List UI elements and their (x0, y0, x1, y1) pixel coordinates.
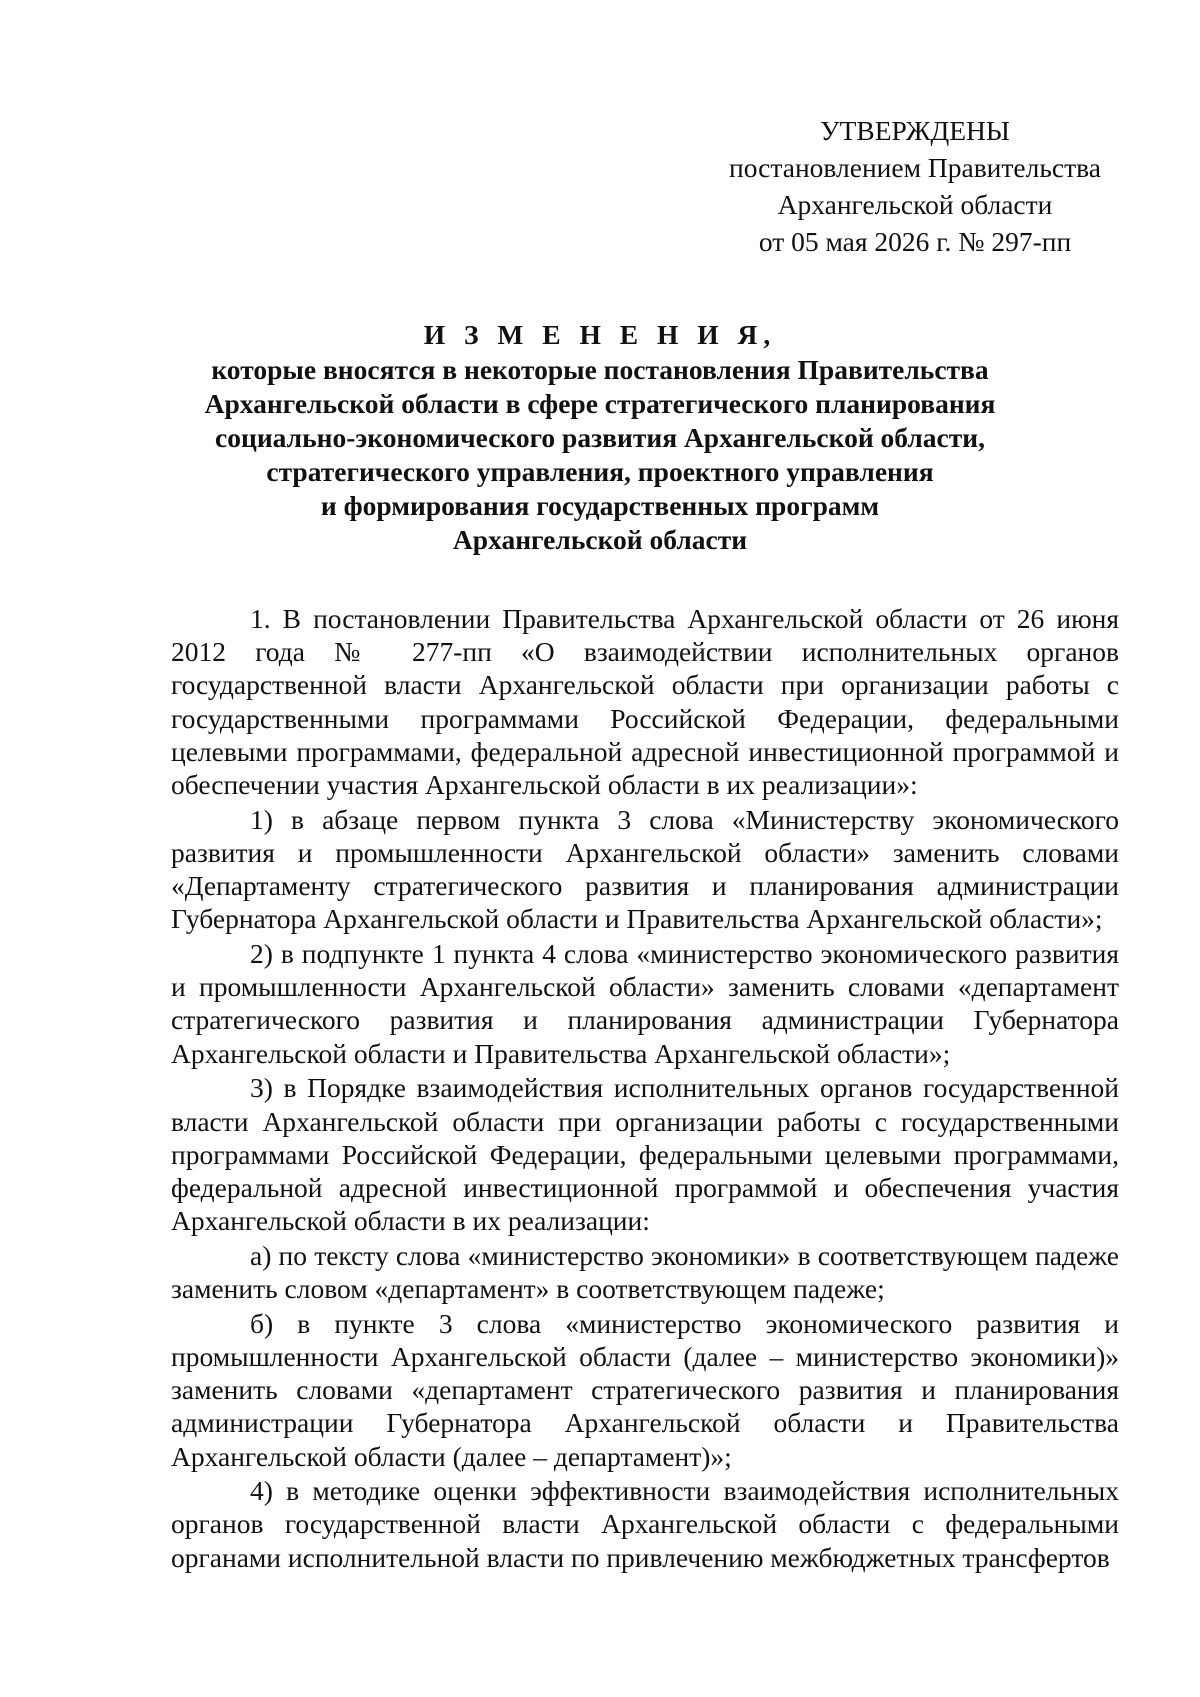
paragraph: 1) в абзаце первом пункта 3 слова «Министерству экономического развития и промышленности Архангельской области» заменить словами «Департаменту стратегического развития и планирования администрации Губернатора Архангельской области и Правительства Архангельской области»; (171, 803, 1119, 935)
paragraph: 2) в подпункте 1 пункта 4 слова «министерство экономического развития и промышленности Архангельской области» заменить словами «департамент стратегического развития и планирования администрации Губернатора Архангельской области и Правительства Архангельской области»; (171, 938, 1119, 1069)
paragraph: а) по тексту слова «министерство экономики» в соответствующем падеже заменить словом «департамент» в соответствующем падеже; (171, 1239, 1119, 1305)
paragraph: б) в пункте 3 слова «министерство экономического развития и промышленности Архангельской области (далее – министерство экономики)» заменить словами «департамент стратегического развития и планирования администрации Губернатора Архангельской области и Правительства Архангельской области (далее – департамент)»; (171, 1307, 1119, 1472)
document-title (150, 318, 1050, 557)
title-heading: И З М Е Н Е Н И Я, (423, 319, 777, 350)
approval-line: Архангельской области (777, 189, 1053, 220)
title-line: которые вносятся в некоторые постановления Правительства (211, 354, 989, 385)
approval-stamp (700, 112, 1130, 260)
title-line: Архангельской области (452, 524, 748, 555)
title-line: стратегического управления, проектного управления (266, 456, 934, 487)
approval-date: от 05 мая 2026 г. № 297-пп (758, 226, 1072, 257)
approval-line: постановлением Правительства (729, 152, 1101, 183)
paragraph: 3) в Порядке взаимодействия исполнительных органов государственной власти Архангельской области при организации работы с государственными программами Российской Федерации, федеральными целевыми программами, федеральной адресной инвестиционной программой и обеспечения участия Архангельской области в их реализации: (171, 1072, 1119, 1237)
approval-heading: УТВЕРЖДЕНЫ (820, 115, 1010, 146)
paragraph: 4) в методике оценки эффективности взаимодействия исполнительных органов государственной власти Архангельской области с федеральными органами исполнительной власти по привлечению межбюджетных трансфертов (171, 1475, 1119, 1573)
title-line: социально-экономического развития Архангельской области, (215, 422, 985, 453)
title-line: и формирования государственных программ (320, 490, 880, 521)
title-line: Архангельской области в сфере стратегического планирования (204, 388, 996, 419)
paragraph: 1. В постановлении Правительства Архангельской области от 26 июня 2012 года № 277-пп «О взаимодействии исполнительных органов государственной власти Архангельской области при организации работы с государственными программами Российской Федерации, федеральными целевыми программами, федеральной адресной инвестиционной программой и обеспечении участия Архангельской области в их реализации»: (171, 603, 1119, 801)
document-body (171, 602, 1119, 1574)
